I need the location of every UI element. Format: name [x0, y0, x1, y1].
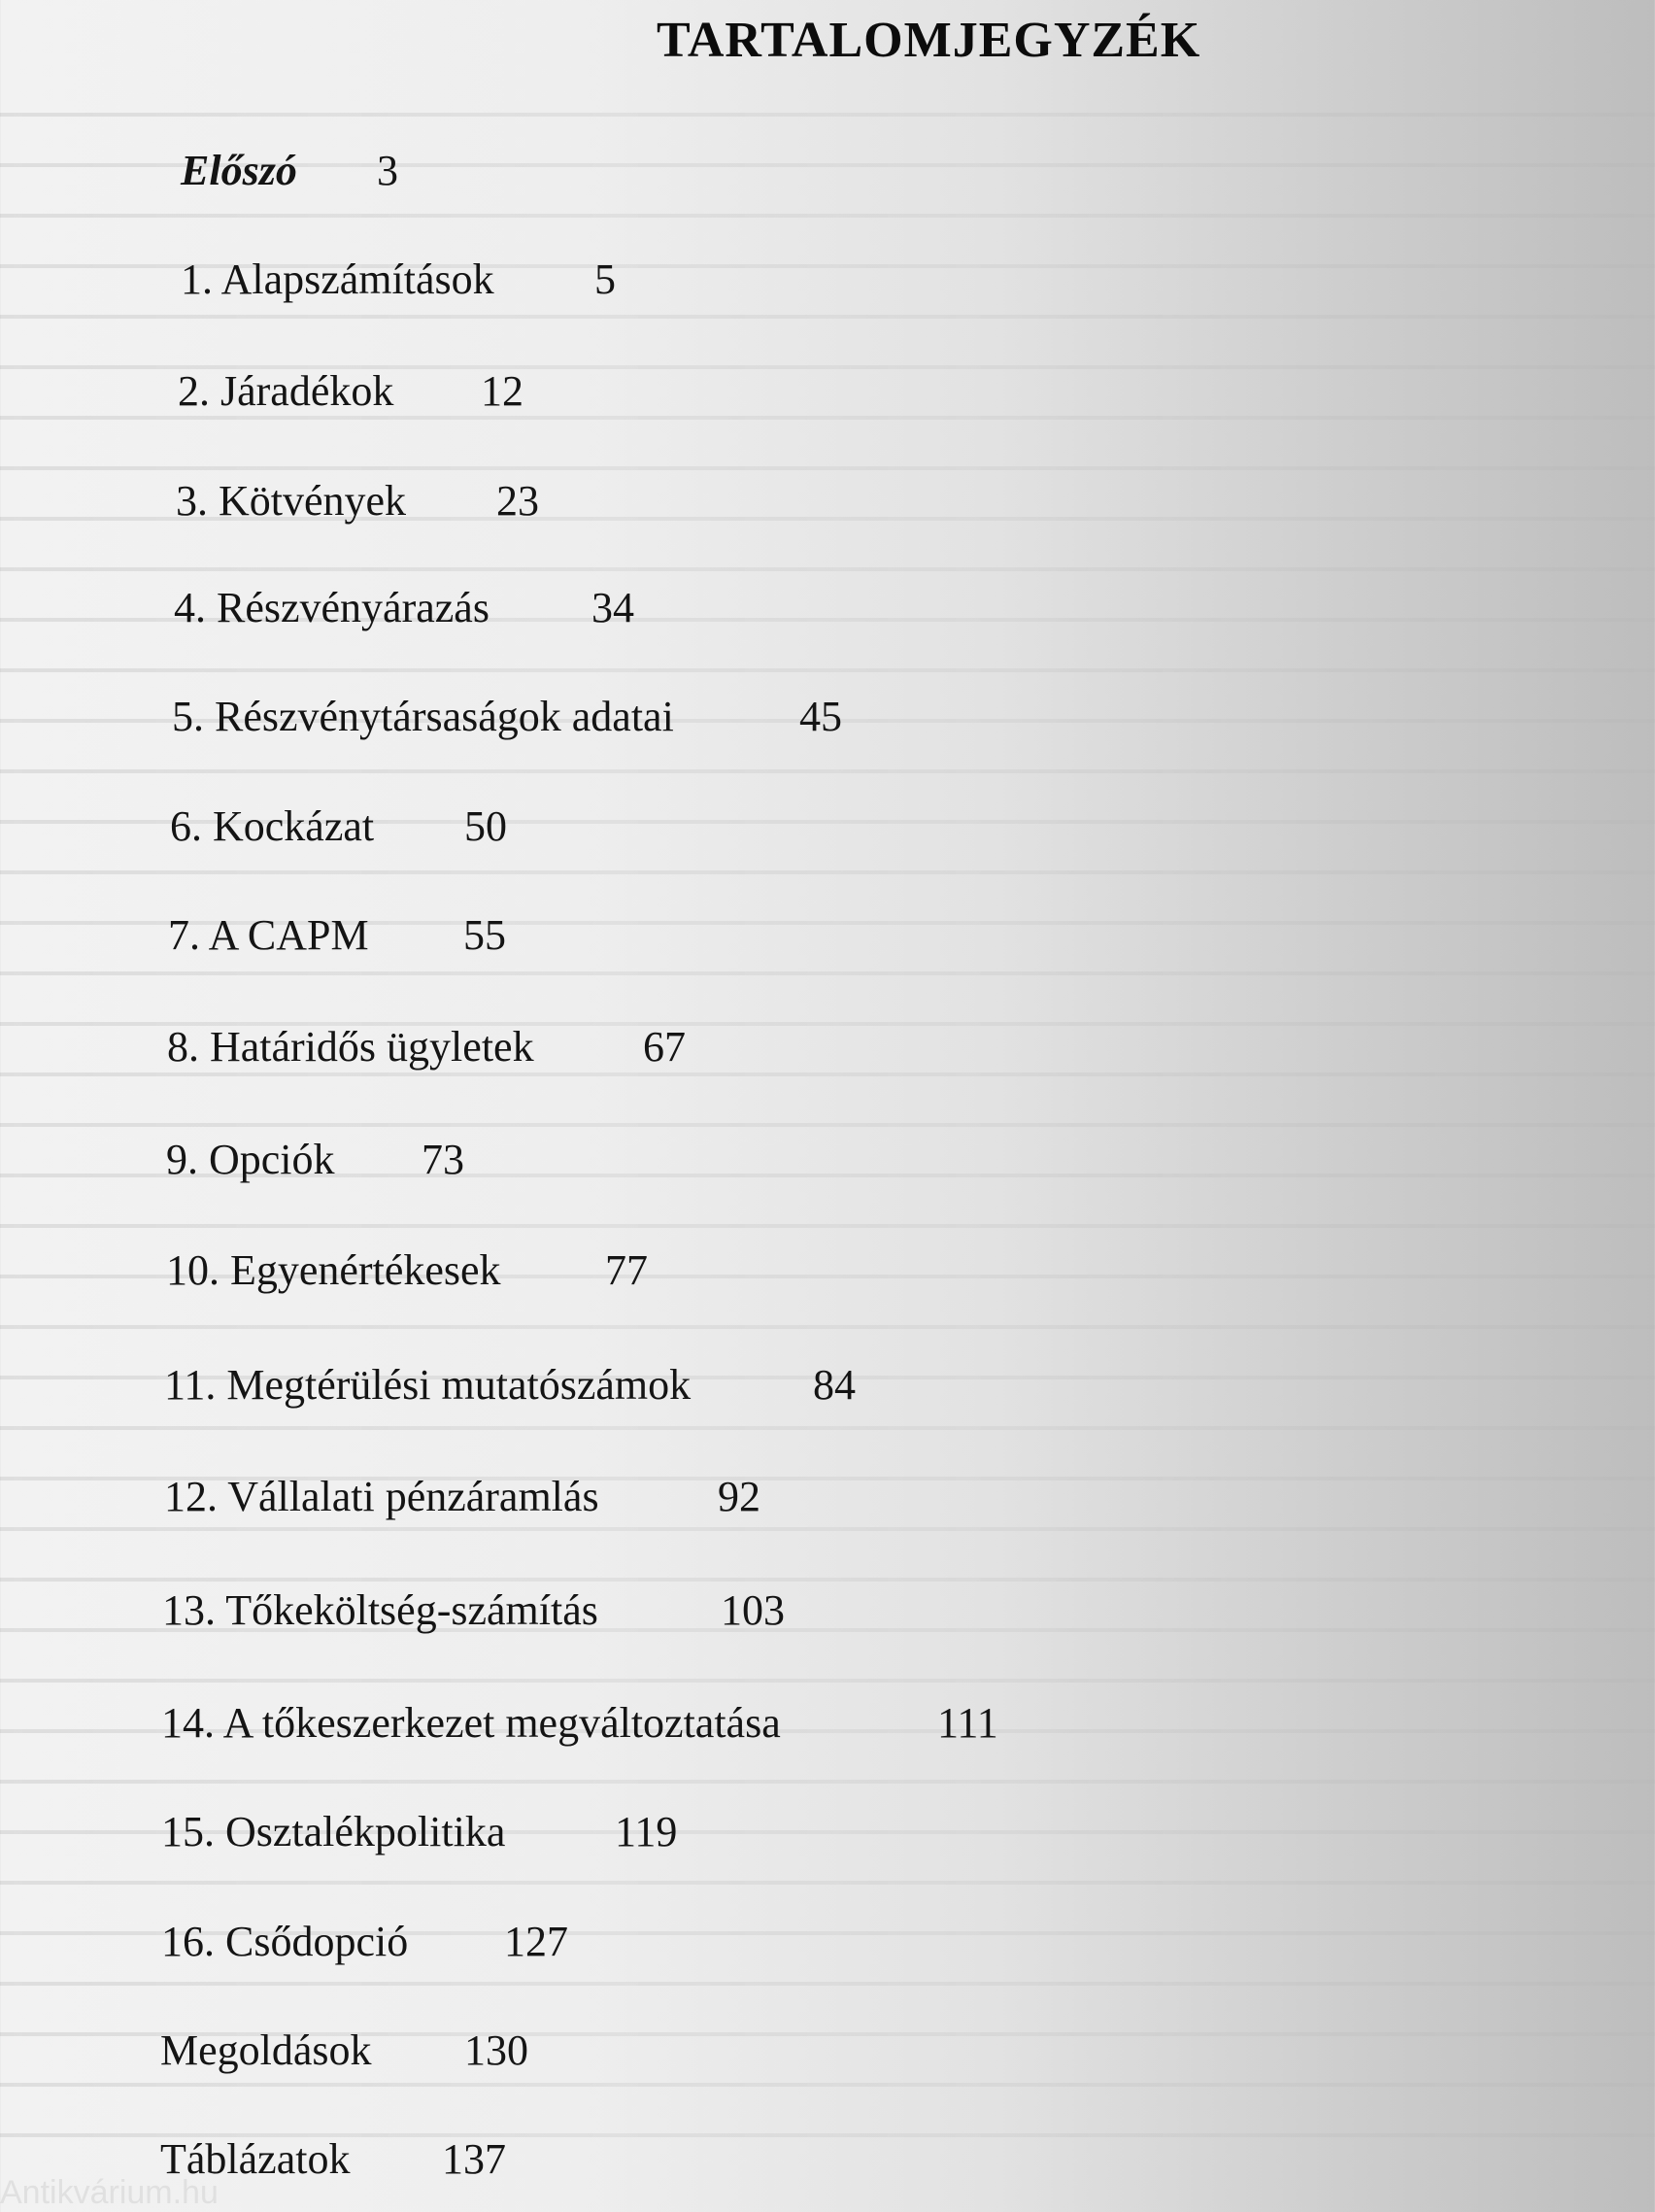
toc-entry-label: 1. Alapszámítások [181, 255, 494, 303]
toc-entry-chapter-1 [181, 255, 616, 304]
toc-entry-chapter-13 [162, 1585, 785, 1635]
toc-entry-chapter-11 [164, 1360, 856, 1410]
toc-entry-chapter-9 [166, 1135, 464, 1184]
toc-entry-page: 12 [481, 367, 524, 415]
toc-entry-label: 10. Egyenértékesek [166, 1246, 501, 1294]
toc-entry-label: Előszó [181, 147, 297, 194]
toc-entry-label: 13. Tőkeköltség-számítás [162, 1586, 598, 1634]
toc-entry-label: 7. A CAPM [168, 911, 369, 959]
toc-entry-chapter-7 [168, 910, 506, 960]
toc-entry-label: 6. Kockázat [170, 802, 375, 850]
toc-entry-chapter-12 [164, 1472, 760, 1521]
toc-entry-label: Táblázatok [160, 2135, 351, 2183]
toc-entry-page: 137 [442, 2135, 506, 2183]
toc-entry-chapter-10 [166, 1245, 648, 1295]
toc-entry-label: 9. Opciók [166, 1136, 335, 1183]
toc-entry-page: 50 [464, 802, 507, 850]
toc-entry-label: 16. Csődopció [161, 1918, 409, 1965]
toc-entry-page: 73 [422, 1136, 464, 1183]
watermark: Antikvárium.hu [0, 2174, 219, 2211]
toc-entry-label: 5. Részvénytársaságok adatai [172, 693, 674, 740]
toc-entry-chapter-14 [161, 1698, 998, 1748]
toc-entry-label: 8. Határidős ügyletek [167, 1023, 534, 1071]
toc-entry-chapter-8 [167, 1022, 686, 1072]
toc-entry-chapter-4 [174, 583, 634, 632]
toc-entry-page: 77 [605, 1246, 648, 1294]
toc-entry-chapter-15 [161, 1807, 678, 1856]
toc-entry-chapter-3 [176, 476, 539, 526]
toc-entry-page: 23 [496, 477, 539, 525]
toc-entry-chapter-2 [178, 366, 524, 416]
toc-entry-page: 127 [504, 1918, 568, 1965]
toc-entry-label: 2. Járadékok [178, 367, 394, 415]
toc-entry-chapter-5 [172, 692, 842, 741]
toc-entry-page: 92 [718, 1473, 760, 1520]
toc-entry-label: 12. Vállalati pénzáramlás [164, 1473, 599, 1520]
toc-entry-page: 55 [463, 911, 506, 959]
toc-entry-label: Megoldások [160, 2026, 372, 2074]
toc-entry-page: 5 [594, 255, 616, 303]
toc-entry-solutions [160, 2025, 528, 2075]
toc-entry-label: 4. Részvényárazás [174, 584, 490, 631]
toc-entry-page: 130 [464, 2026, 528, 2074]
toc-entry-label: 3. Kötvények [176, 477, 407, 525]
toc-entry-label: 15. Osztalékpolitika [161, 1808, 506, 1855]
toc-entry-page: 84 [813, 1361, 856, 1409]
toc-entry-page: 119 [615, 1808, 678, 1855]
toc-entry-label: 14. A tőkeszerkezet megváltoztatása [161, 1699, 781, 1747]
toc-entry-page: 45 [799, 693, 842, 740]
toc-entry-page: 3 [377, 147, 398, 194]
toc-entry-page: 67 [643, 1023, 686, 1071]
page-title: TARTALOMJEGYZÉK [657, 13, 1201, 68]
toc-entry-label: 11. Megtérülési mutatószámok [164, 1361, 692, 1409]
toc-entry-page: 103 [721, 1586, 785, 1634]
toc-entry-page: 34 [591, 584, 634, 631]
toc-entry-foreword [181, 146, 398, 195]
toc-entry-chapter-6 [170, 801, 507, 851]
toc-entry-page: 111 [937, 1699, 998, 1747]
toc-entry-chapter-16 [161, 1917, 568, 1966]
